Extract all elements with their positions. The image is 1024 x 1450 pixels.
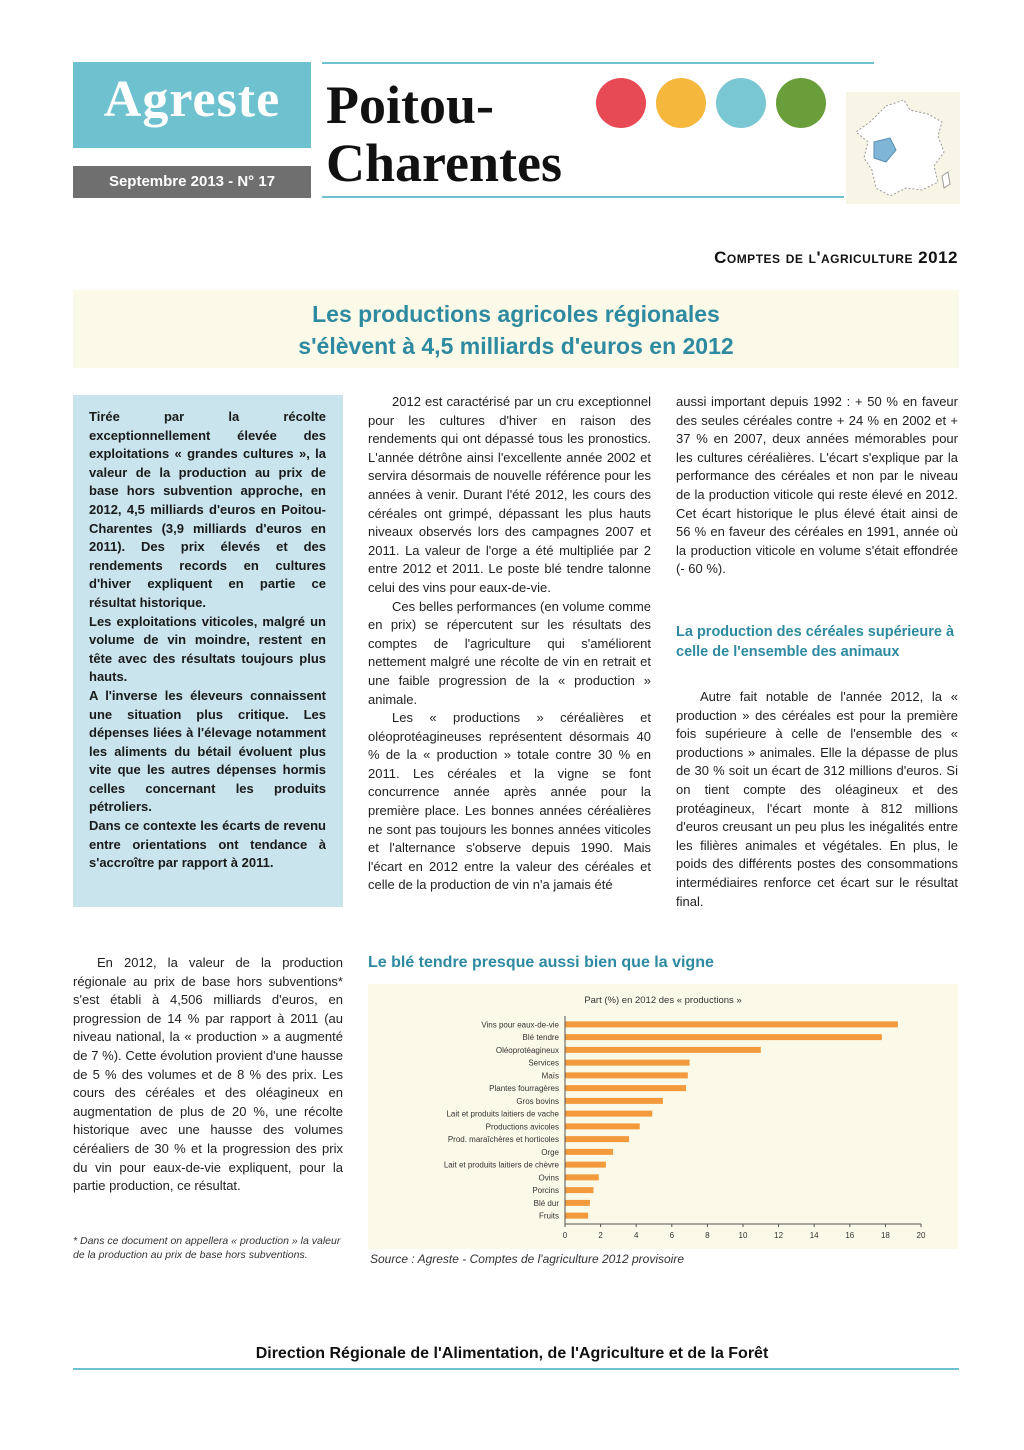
category-label: Blé tendre bbox=[522, 1033, 559, 1043]
summary-text bbox=[89, 408, 326, 873]
chart-panel bbox=[368, 984, 958, 1249]
orange-dot-icon bbox=[656, 78, 706, 128]
x-tick-label: 4 bbox=[633, 1231, 639, 1240]
summary-paragraph: A l'inverse les éleveurs connaissent une situation plus critique. Les dépenses liées à l'élevage notamment les aliments du bétail évoluent plus vite que les autres dépenses hormis celles concernant les produits pétroliers. bbox=[89, 687, 326, 815]
bar bbox=[565, 1213, 588, 1219]
category-label: Orge bbox=[541, 1147, 559, 1157]
red-dot-icon bbox=[596, 78, 646, 128]
header-rule-top bbox=[322, 62, 874, 64]
x-tick-label: 6 bbox=[669, 1231, 675, 1240]
section-subheading: La production des céréales supérieure à celle de l'ensemble des animaux bbox=[676, 624, 955, 660]
x-tick-label: 18 bbox=[880, 1231, 890, 1240]
summary-paragraph: Dans ce contexte les écarts de revenu entre orientations ont tendance à s'accroître par rapport à 2011. bbox=[89, 818, 326, 871]
category-label: Plantes fourragères bbox=[489, 1084, 559, 1094]
middle-column-text bbox=[368, 393, 651, 895]
headline-line1: Les productions agricoles régionales bbox=[312, 301, 720, 327]
region-title-line2: Charentes bbox=[326, 133, 562, 193]
bar-chart bbox=[368, 984, 958, 1249]
summary-paragraph: Les exploitations viticoles, malgré un volume de vin moindre, restent en tête avec des résultats toujours plus hauts. bbox=[89, 613, 326, 685]
right-column-text bbox=[676, 393, 958, 579]
body-paragraph: En 2012, la valeur de la production régionale au prix de base hors subventions* s'est établi à 4,506 milliards d'euros, en progression de 14 % par rapport à 2011 (au niveau national, la « production » a augmenté de 7 %). Cette évolution provient d'une hausse de 5 % des volumes et de 8 % des prix. Les cours des céréales et des oléagineux en augmentation de plus de 20 %, une récolte historique avec une hausse des volumes céréaliers de 30 % et la progression des prix du vin pour eaux-de-vie expliquent, pour la partie production, ce résultat. bbox=[73, 955, 343, 1194]
category-label: Oléoprotéagineux bbox=[495, 1045, 559, 1055]
issue-label: Septembre 2013 - N° 17 bbox=[73, 166, 311, 198]
category-label: Productions avicoles bbox=[485, 1122, 559, 1132]
category-label: Lait et produits laitiers de chèvre bbox=[443, 1160, 559, 1170]
category-label: Ovins bbox=[538, 1173, 559, 1183]
bar bbox=[565, 1136, 629, 1142]
france-map-icon bbox=[846, 92, 960, 204]
category-label: Fruits bbox=[539, 1211, 559, 1221]
chart-source: Source : Agreste - Comptes de l'agriculture 2012 provisoire bbox=[370, 1252, 684, 1266]
region-title bbox=[326, 76, 562, 192]
right-column-text-2 bbox=[676, 688, 958, 911]
x-tick-label: 12 bbox=[774, 1231, 784, 1240]
footer-organization: Direction Régionale de l'Alimentation, de l'Agriculture et de la Forêt bbox=[255, 1345, 769, 1362]
bar bbox=[565, 1111, 652, 1117]
bar bbox=[565, 1060, 690, 1066]
x-tick-label: 2 bbox=[598, 1231, 603, 1240]
headline-line2: s'élèvent à 4,5 milliards d'euros en 2012 bbox=[298, 333, 734, 359]
section-tag: Comptes de l'agriculture 2012 bbox=[714, 248, 958, 267]
agreste-logo: Agreste bbox=[103, 71, 281, 128]
bar bbox=[565, 1149, 613, 1155]
left-column-text bbox=[73, 954, 343, 1196]
bar bbox=[565, 1021, 898, 1027]
bar bbox=[565, 1085, 686, 1091]
category-label: Lait et produits laitiers de vache bbox=[446, 1109, 559, 1119]
bar bbox=[565, 1200, 590, 1206]
x-tick-label: 14 bbox=[809, 1231, 819, 1240]
green-dot-icon bbox=[776, 78, 826, 128]
body-paragraph: aussi important depuis 1992 : + 50 % en faveur des seules céréales contre + 24 % en 2002 et + 37 % en 2007, deux années mémorables pour les cultures céréalières. L'écart s'explique par la performance des céréales et non par le niveau de la production viticole qui reste élevé en 2012. Cet écart historique le plus élevé était ainsi de 56 % en faveur des céréales en 1991, année où la production viticole en volume s'était effondrée (- 60 %). bbox=[676, 394, 958, 577]
chart-heading: Le blé tendre presque aussi bien que la vigne bbox=[368, 954, 714, 971]
bar bbox=[565, 1174, 599, 1180]
category-label: Services bbox=[528, 1058, 559, 1068]
body-paragraph: Ces belles performances (en volume comme en prix) se répercutent sur les résultats des comptes de l'agriculture qui s'améliorent nettement malgré une récolte de vin en retrait et une faible progression de la « production » animale. bbox=[368, 598, 651, 707]
bar bbox=[565, 1098, 663, 1104]
category-label: Maïs bbox=[541, 1071, 559, 1081]
category-label: Vins pour eaux-de-vie bbox=[481, 1020, 559, 1030]
bar bbox=[565, 1034, 882, 1040]
x-tick-label: 0 bbox=[562, 1231, 568, 1240]
x-tick-label: 16 bbox=[845, 1231, 855, 1240]
category-label: Gros bovins bbox=[516, 1096, 559, 1106]
x-tick-label: 10 bbox=[738, 1231, 748, 1240]
summary-paragraph: Tirée par la récolte exceptionnellement élevée des exploitations « grandes cultures », la valeur de la production au prix de base hors subvention approche, en 2012, 4,5 milliards d'euros en Poitou-Charentes (3,9 milliards d'euros en 2011). Des prix élevés et des rendements records en cultures d'hiver expliquent en partie ce résultat historique. bbox=[89, 409, 326, 610]
footnote: * Dans ce document on appellera « production » la valeur de la production au prix de base hors subventions. bbox=[73, 1235, 341, 1261]
body-paragraph: Les « productions » céréalières et oléoprotéagineuses représentent désormais 40 % de la « production » totale contre 30 % en 2011. Les céréales et la vigne se font concurrence année après année pour la première place. Les bonnes années céréalières ne sont pas toujours les bonnes années viticoles et l'alternance s'observe depuis 1990. Mais l'écart en 2012 entre la valeur des céréales et celle de la production de vin n'a jamais été bbox=[368, 710, 651, 893]
headline bbox=[73, 298, 959, 362]
body-paragraph: 2012 est caractérisé par un cru exceptionnel pour les cultures d'hiver en raison des rendements qui ont dépassé tous les pronostics. L'année détrône ainsi l'excellente année 2002 et servira désormais de nouvelle référence pour les années à venir. Durant l'été 2012, les cours des céréales ont grimpé, dépassant les plus hauts niveaux observés lors des campagnes 2007 et 2011. La valeur de l'orge a été multipliée par 2 entre 2012 et 2011. Le poste blé tendre talonne celui des vins pour eaux-de-vie. bbox=[368, 394, 651, 595]
category-label: Blé dur bbox=[533, 1198, 559, 1208]
x-tick-label: 20 bbox=[916, 1231, 926, 1240]
category-label: Prod. maraîchères et horticoles bbox=[447, 1135, 559, 1145]
bar bbox=[565, 1187, 593, 1193]
region-title-line1: Poitou- bbox=[326, 75, 494, 135]
bar bbox=[565, 1123, 640, 1129]
footer-rule bbox=[73, 1368, 959, 1370]
chart-title: Part (%) en 2012 des « productions » bbox=[584, 995, 742, 1006]
bar bbox=[565, 1047, 761, 1053]
bar bbox=[565, 1162, 606, 1168]
category-label: Porcins bbox=[532, 1186, 559, 1196]
body-paragraph: Autre fait notable de l'année 2012, la « production » des céréales est pour la première fois supérieure à celle de l'ensemble des « productions » animales. Elle la dépasse de plus de 30 % soit un écart de 312 millions d'euros. Si on tient compte des oléagineux et des protéagineux, l'écart monte à 812 millions d'euros creusant un peu plus les inégalités entre les filières animales et végétales. En plus, le poids des différents postes des consommations intermédiaires renforce cet écart sur le résultat final. bbox=[676, 689, 958, 909]
x-tick-label: 8 bbox=[705, 1231, 710, 1240]
header-rule-bottom bbox=[322, 196, 844, 198]
blue-dot-icon bbox=[716, 78, 766, 128]
bar bbox=[565, 1072, 688, 1078]
